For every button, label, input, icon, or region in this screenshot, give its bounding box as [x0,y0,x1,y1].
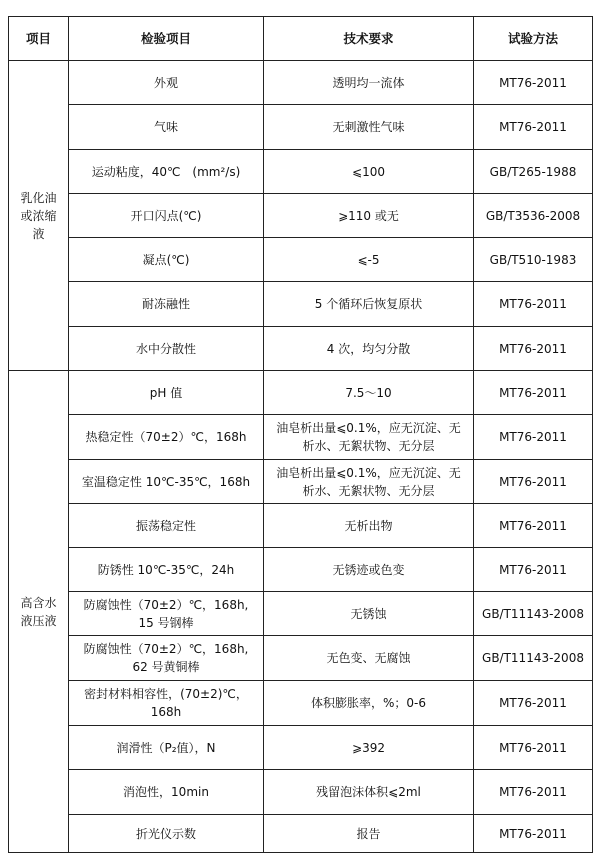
table-row [9,327,593,371]
test-method: MT76-2011 [474,548,593,592]
test-item [69,150,264,194]
header-requirement: 技术要求 [264,17,474,61]
table-row [9,150,593,194]
test-item-line: 水中分散性 [135,341,196,356]
table-row [9,371,593,415]
requirement [264,460,474,504]
requirement [264,815,474,853]
requirement-line: 无析出物 [344,518,393,533]
test-item [69,415,264,460]
requirement-line: 油皂析出量⩽0.1%，应无沉淀、无 [276,421,461,435]
test-item-line: 气味 [153,120,178,134]
test-item-line: 热稳定性（70±2）℃，168h [85,430,247,444]
group-name-line: 或浓缩 [20,208,57,223]
requirement-line: 油皂析出量⩽0.1%，应无沉淀、无 [276,465,461,480]
test-item-line: 防腐蚀性（70±2）℃，168h, [83,597,249,612]
test-item-line: 润滑性（P₂值），N [116,740,216,755]
requirement [264,592,474,636]
test-item-line: 折光仪示数 [135,826,196,841]
test-item [69,681,264,726]
requirement-line: 无刺激性气味 [332,120,405,134]
requirement [264,61,474,105]
table-row [9,282,593,327]
table-row [9,815,593,853]
requirement [264,636,474,681]
test-method: MT76-2011 [474,105,593,150]
requirement [264,105,474,150]
test-method: MT76-2011 [474,726,593,770]
test-method: MT76-2011 [474,504,593,548]
table-body [9,61,593,853]
requirement [264,327,474,371]
test-item [69,61,264,105]
table-row [9,238,593,282]
test-method: MT76-2011 [474,460,593,504]
group-name-line: 液 [32,226,45,241]
requirement [264,726,474,770]
test-item [69,636,264,681]
test-item-line: 168h [150,705,182,719]
test-item-line: 外观 [153,75,178,90]
test-method: MT76-2011 [474,681,593,726]
test-item [69,194,264,238]
requirement-line: 无锈迹或色变 [332,562,405,577]
test-item [69,726,264,770]
test-method: GB/T510-1983 [474,238,593,282]
requirement-line: 析水、无絮状物、无分层 [302,439,435,453]
test-item-line: 62 号黄铜棒 [132,660,200,674]
test-method: GB/T265-1988 [474,150,593,194]
requirement [264,194,474,238]
test-item [69,770,264,815]
table-row [9,592,593,636]
test-item-line: 防腐蚀性（70±2）℃，168h, [83,642,249,656]
test-method: GB/T11143-2008 [474,636,593,681]
table-row [9,770,593,815]
test-method: GB/T11143-2008 [474,592,593,636]
header-test-item: 检验项目 [69,17,264,61]
test-item [69,592,264,636]
test-item [69,371,264,415]
test-item [69,238,264,282]
test-item [69,815,264,853]
test-method: MT76-2011 [474,282,593,327]
test-method: MT76-2011 [474,61,593,105]
table-row [9,726,593,770]
requirement-line: 残留泡沫体积⩽2ml [316,785,421,799]
requirement-line: 无色变、无腐蚀 [326,651,411,665]
test-item-line: 振荡稳定性 [135,518,196,533]
test-item-line: 开口闪点(℃) [130,208,202,223]
table-row [9,194,593,238]
test-item-line: 耐冻融性 [141,297,190,311]
requirement-line: 析水、无絮状物、无分层 [302,483,435,498]
group-name-line: 液压液 [20,613,57,628]
requirement [264,681,474,726]
test-item-line: 室温稳定性 10℃-35℃，168h [81,474,251,489]
test-item [69,327,264,371]
requirement [264,150,474,194]
test-item [69,504,264,548]
header-row [9,17,593,61]
test-item [69,460,264,504]
test-method: MT76-2011 [474,815,593,853]
requirement-line: 体积膨胀率，%；0-6 [310,696,426,710]
test-item [69,282,264,327]
test-item-line: pH 值 [149,385,183,400]
test-method: MT76-2011 [474,415,593,460]
test-method: MT76-2011 [474,770,593,815]
requirement-line: 7.5～10 [345,385,392,400]
test-item-line: 消泡性，10min [123,785,209,799]
header-category: 项目 [9,17,69,61]
header-test-method: 试验方法 [474,17,593,61]
requirement [264,770,474,815]
requirement-line: 透明均一流体 [332,75,405,90]
test-item-line: 凝点(℃) [142,252,190,267]
table-row [9,548,593,592]
requirement-line: ⩾110 或无 [338,208,399,223]
test-method: MT76-2011 [474,327,593,371]
requirement-line: ⩽-5 [357,252,380,267]
test-method: GB/T3536-2008 [474,194,593,238]
test-item-line: 运动粘度，40℃ (mm²/s) [91,164,241,179]
requirement [264,371,474,415]
spec-table [8,16,593,853]
table-row [9,460,593,504]
requirement-line: 4 次，均匀分散 [326,341,411,356]
requirement [264,548,474,592]
group-name [9,371,69,853]
group-name [9,61,69,371]
requirement [264,415,474,460]
requirement [264,282,474,327]
group-name-line: 乳化油 [20,190,57,205]
requirement [264,238,474,282]
table-row [9,681,593,726]
test-item-line: 15 号钢棒 [138,615,194,630]
test-method: MT76-2011 [474,371,593,415]
requirement-line: ⩽100 [352,164,385,179]
test-item-line: 防锈性 10℃-35℃，24h [97,562,235,577]
table-row [9,61,593,105]
table-row [9,105,593,150]
table-row [9,504,593,548]
requirement [264,504,474,548]
requirement-line: 无锈蚀 [350,606,387,621]
requirement-line: 报告 [356,826,381,841]
test-item [69,548,264,592]
requirement-line: 5 个循环后恢复原状 [314,297,423,311]
requirement-line: ⩾392 [352,740,385,755]
group-name-line: 高含水 [20,595,57,610]
table-row [9,636,593,681]
test-item [69,105,264,150]
table-row [9,415,593,460]
test-item-line: 密封材料相容性，(70±2)℃， [84,687,248,701]
